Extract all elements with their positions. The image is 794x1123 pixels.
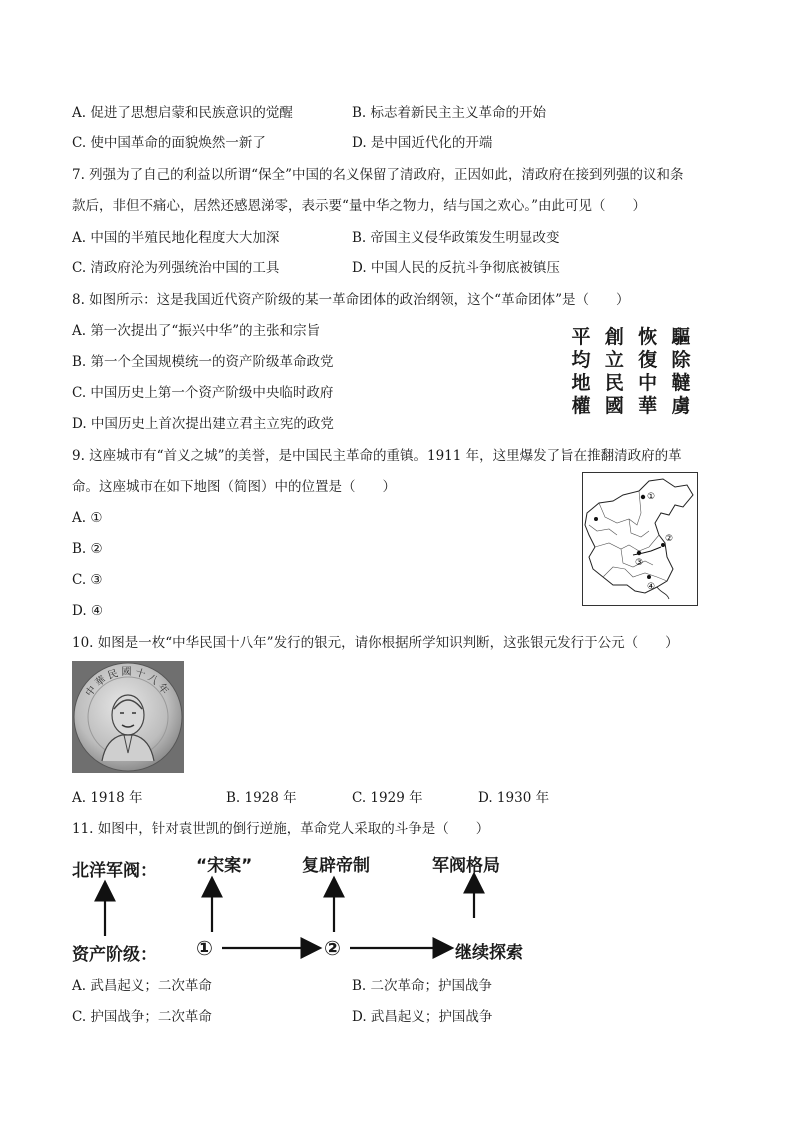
slogan-character: 虜 <box>671 395 691 417</box>
slogan-character: 復 <box>638 349 658 371</box>
q6-option-a: A. 促进了思想启蒙和民族意识的觉醒 <box>72 105 293 121</box>
diagram-continue: 继续探索 <box>455 943 523 963</box>
q7-option-b: B. 帝国主义侵华政策发生明显改变 <box>352 230 560 246</box>
q10-option-d: D. 1930 年 <box>478 790 550 806</box>
q7-option-c: C. 清政府沦为列强统治中国的工具 <box>72 260 280 276</box>
q9-stem-line1: 9. 这座城市有“首义之城”的美誉，是中国民主革命的重镇。1911 年，这里爆发了旨在推翻清政府的革 <box>72 448 682 464</box>
slogan-character: 地 <box>571 372 591 394</box>
q9-option-c: C. ③ <box>72 572 103 588</box>
slogan-character: 除 <box>671 349 691 371</box>
q11-option-d: D. 武昌起义；护国战争 <box>352 1009 493 1025</box>
q9-stem-line2: 命。这座城市在如下地图（简图）中的位置是（ ） <box>72 479 396 495</box>
slogan-character: 驅 <box>671 326 691 348</box>
slogan-character: 立 <box>604 349 624 371</box>
slogan-character: 平 <box>571 326 591 348</box>
slogan-character: 華 <box>638 395 658 417</box>
q11-option-a: A. 武昌起义；二次革命 <box>72 978 212 994</box>
slogan-character: 恢 <box>638 326 658 348</box>
q7-option-a: A. 中国的半殖民地化程度大大加深 <box>72 230 280 246</box>
q11-option-c: C. 护国战争；二次革命 <box>72 1009 212 1025</box>
slogan-character: 權 <box>571 395 591 417</box>
diagram-songan: “宋案” <box>196 856 253 876</box>
q6-option-c: C. 使中国革命的面貌焕然一新了 <box>72 135 266 151</box>
q11-option-b: B. 二次革命；护国战争 <box>352 978 493 994</box>
q6-option-d: D. 是中国近代化的开端 <box>352 135 493 151</box>
map-marker-4: ④ <box>647 582 656 592</box>
map-marker-3: ③ <box>635 558 644 568</box>
q7-option-d: D. 中国人民的反抗斗争彻底被镇压 <box>352 260 560 276</box>
q7-stem-line1: 7. 列强为了自己的利益以所谓“保全”中国的名义保留了清政府，正因如此，清政府在接到列强的议和条 <box>72 167 684 183</box>
slogan-character: 創 <box>604 326 624 348</box>
q10-option-c: C. 1929 年 <box>352 790 423 806</box>
coin-inscription: 中華民國十八年 <box>84 667 172 699</box>
q7-stem-line2: 款后，非但不痛心，居然还感恩涕零，表示要“量中华之物力，结与国之欢心。”由此可见（ ） <box>72 198 647 214</box>
q8-option-c: C. 中国历史上第一个资产阶级中央临时政府 <box>72 385 334 401</box>
q11-stem: 11. 如图中，针对袁世凯的倒行逆施，革命党人采取的斗争是（ ） <box>72 821 490 837</box>
q6-option-b: B. 标志着新民主主义革命的开始 <box>352 105 547 121</box>
q9-option-a: A. ① <box>72 510 103 526</box>
diagram-bottom-label: 资产阶级： <box>72 945 157 965</box>
slogan-character: 國 <box>604 395 624 417</box>
q8-stem: 8. 如图所示：这是我国近代资产阶级的某一革命团体的政治纲领，这个“革命团体”是（ ） <box>72 292 630 308</box>
q8-option-d: D. 中国历史上首次提出建立君主立宪的政党 <box>72 416 334 432</box>
diagram-top-label: 北洋军阀： <box>72 861 157 881</box>
slogan-character: 均 <box>571 349 591 371</box>
q8-option-b: B. 第一个全国规模统一的资产阶级革命政党 <box>72 354 334 370</box>
diagram-warlord: 军阀格局 <box>432 856 500 876</box>
slogan-character: 民 <box>604 372 624 394</box>
diagram-step-2: ② <box>324 936 341 960</box>
diagram-restoration: 复辟帝制 <box>302 856 370 876</box>
map-marker-2: ② <box>665 534 674 544</box>
diagram-step-1: ① <box>196 936 213 960</box>
slogan-character: 韃 <box>671 372 691 394</box>
q9-option-d: D. ④ <box>72 603 104 619</box>
slogan-character: 中 <box>638 372 658 394</box>
map-marker-1: ① <box>647 492 656 502</box>
q9-option-b: B. ② <box>72 541 103 557</box>
q10-stem: 10. 如图是一枚“中华民国十八年”发行的银元，请你根据所学知识判断，这张银元发行于公元（ ） <box>72 635 679 651</box>
q10-option-a: A. 1918 年 <box>72 790 143 806</box>
q8-option-a: A. 第一次提出了“振兴中华”的主张和宗旨 <box>72 323 321 339</box>
q10-option-b: B. 1928 年 <box>226 790 297 806</box>
